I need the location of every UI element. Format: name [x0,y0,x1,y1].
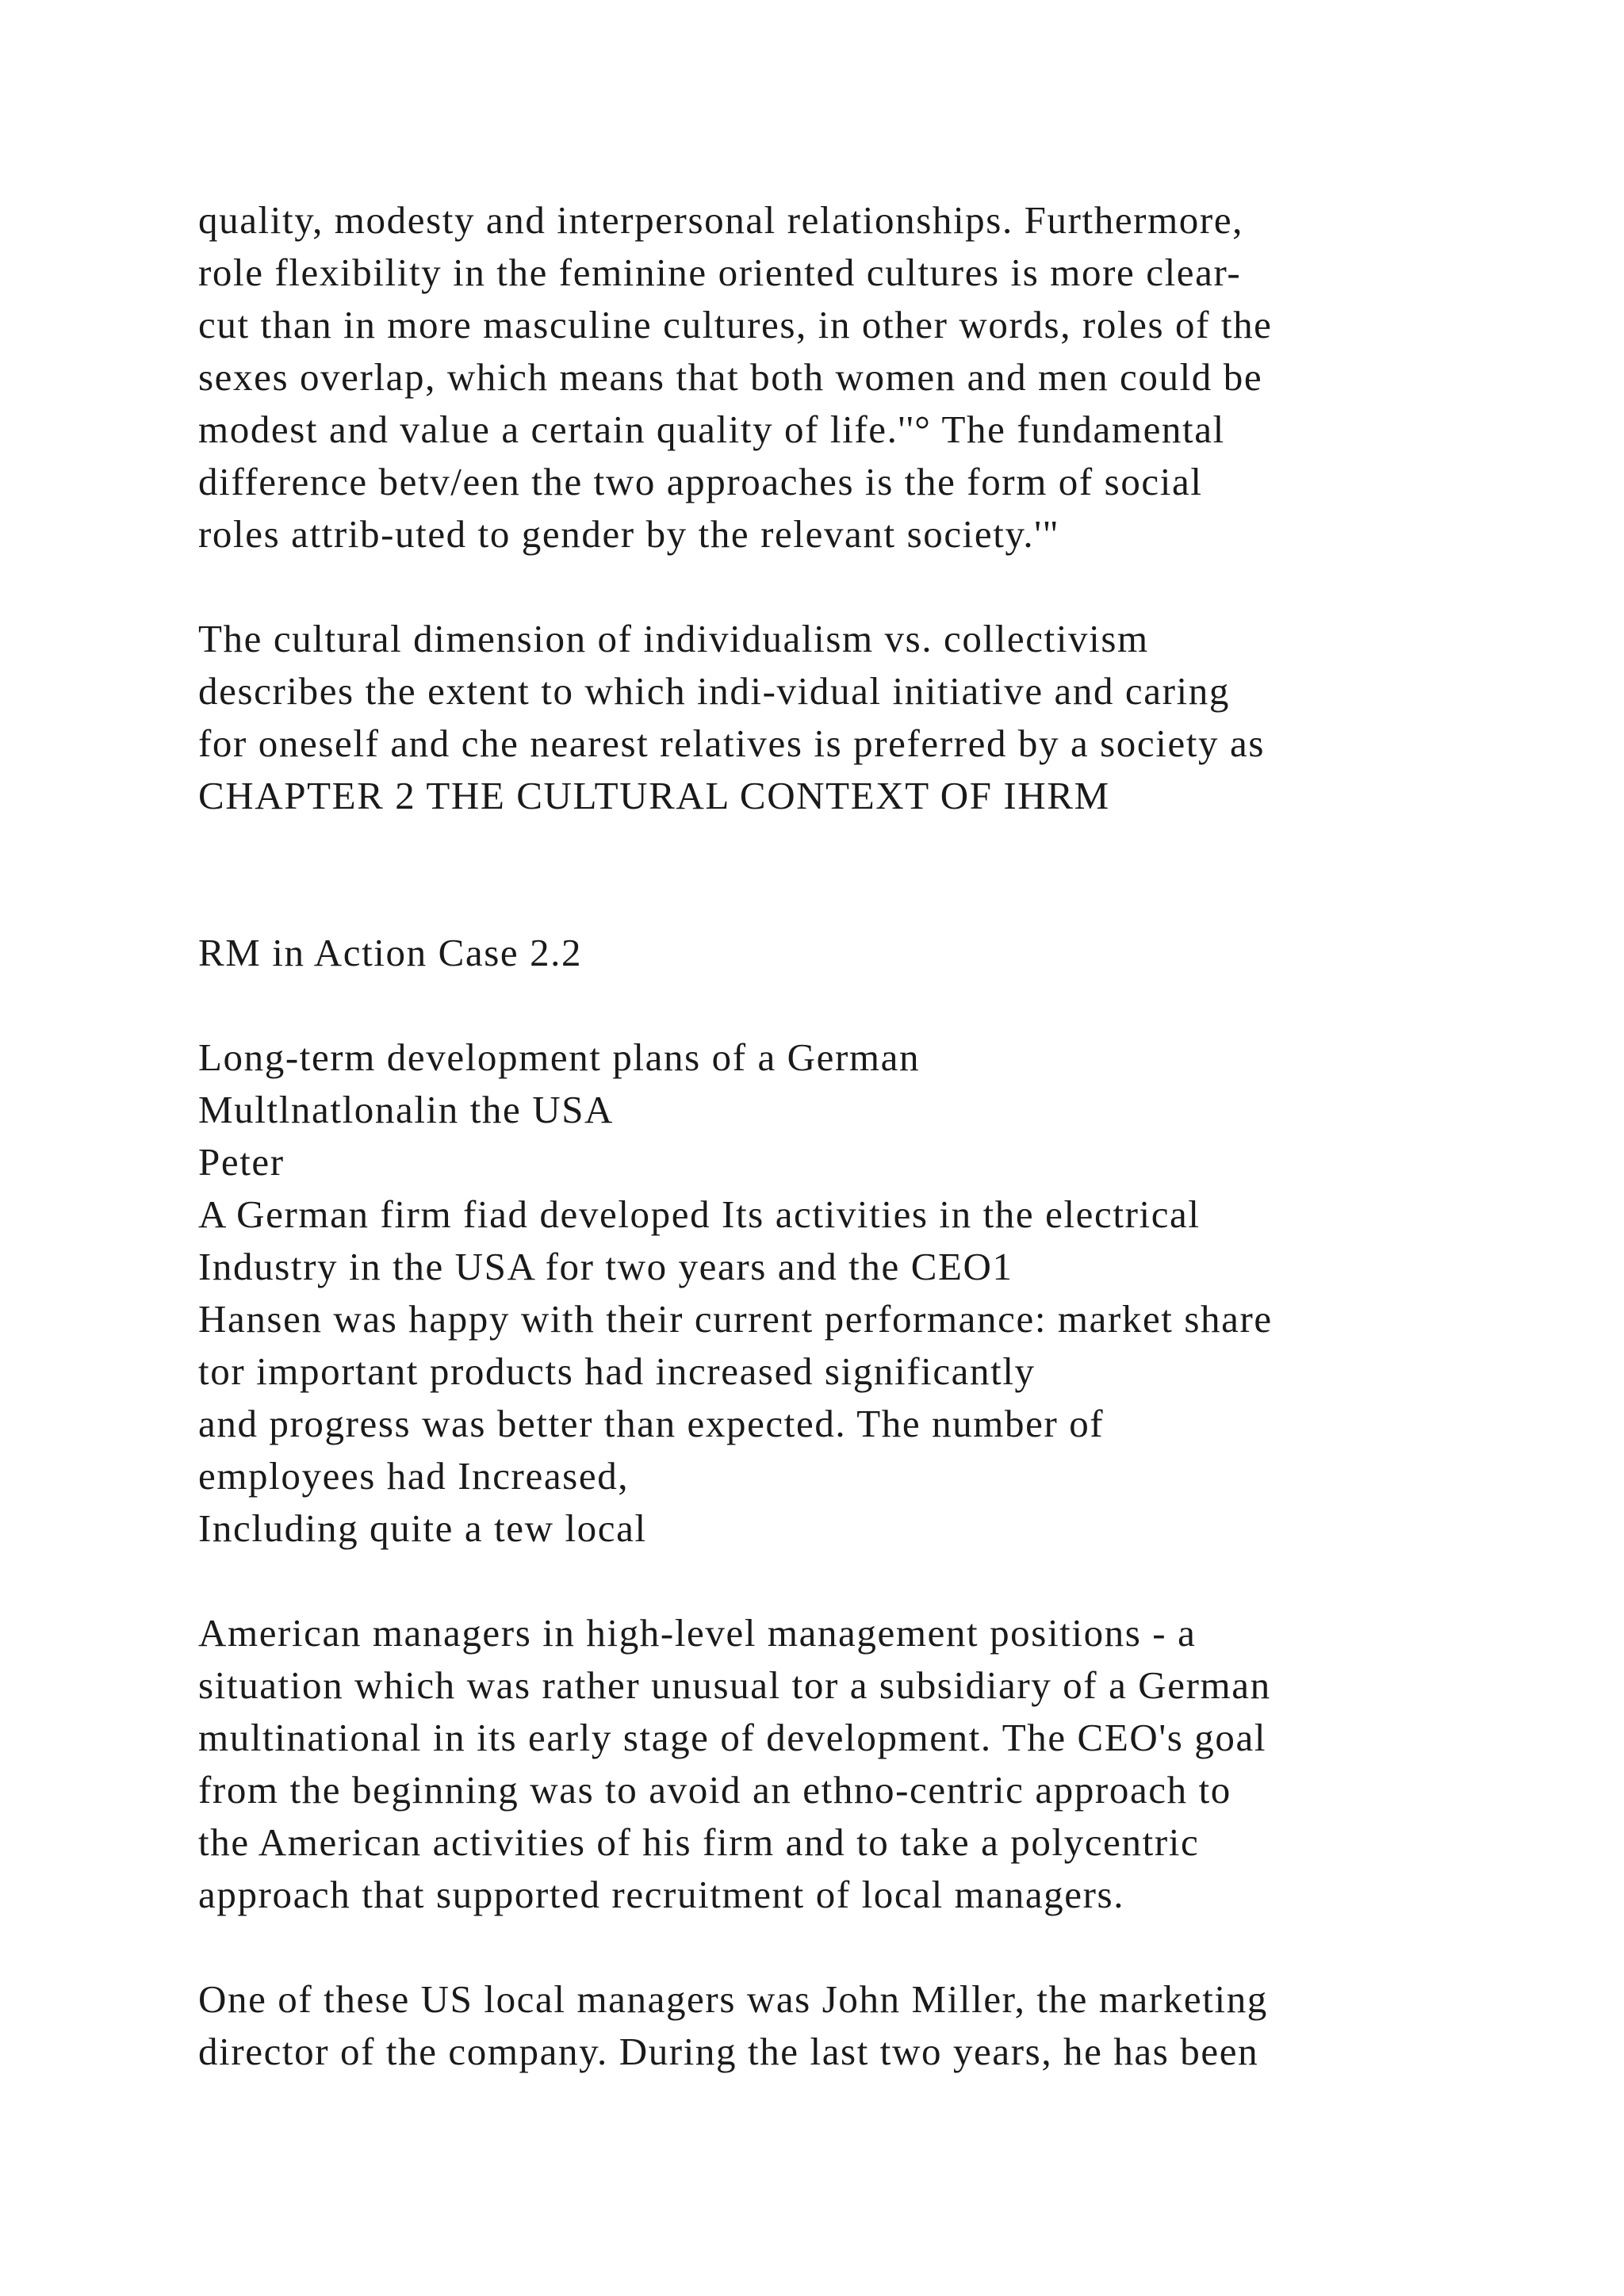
text-line: One of these US local managers was John Miller, the marketing [198,1977,1268,2021]
paragraph-masculinity-femininity [198,194,1610,561]
text-line: Hansen was happy with their current performance: market share [198,1297,1273,1341]
document-body [198,194,1610,2078]
text-line: difference betv/een the two approaches is the form of social [198,460,1203,503]
text-line: Peter [198,1140,285,1184]
text-line: from the beginning was to avoid an ethno-centric approach to [198,1768,1231,1812]
text-line: and progress was better than expected. The number of [198,1402,1105,1445]
paragraph-john-miller [198,1973,1610,2078]
text-line: cut than in more masculine cultures, in other words, roles of the [198,303,1273,346]
text-line: sexes overlap, which means that both women and men could be [198,355,1263,399]
text-line: quality, modesty and interpersonal relationships. Furthermore, [198,198,1244,242]
text-line: Including quite a tew local [198,1506,647,1550]
case-heading: RM in Action Case 2.2 [198,931,583,974]
text-line: situation which was rather unusual tor a subsidiary of a German [198,1663,1271,1707]
text-line: multinational in its early stage of development. The CEO's goal [198,1716,1267,1759]
paragraph-spacer [198,1555,1610,1607]
text-line: roles attrib-uted to gender by the relevant society.'" [198,512,1060,556]
text-line: employees had Increased, [198,1454,630,1498]
text-line: role flexibility in the feminine oriented cultures is more clear- [198,251,1242,294]
text-line: approach that supported recruitment of local managers. [198,1873,1125,1916]
paragraph-individualism [198,613,1610,822]
paragraph-spacer [198,822,1610,927]
text-line: describes the extent to which indi-vidual initiative and caring [198,669,1230,713]
text-line: tor important products had increased significantly [198,1349,1036,1393]
text-line: the American activities of his firm and to take a polycentric [198,1820,1200,1864]
text-line: modest and value a certain quality of life.''° The fundamental [198,408,1225,451]
text-line: American managers in high-level management positions - a [198,1611,1197,1655]
paragraph-case-intro [198,1031,1610,1555]
paragraph-spacer [198,1921,1610,1973]
paragraph-spacer [198,561,1610,613]
paragraph-spacer [198,979,1610,1031]
text-line: for oneself and che nearest relatives is preferred by a society as [198,721,1266,765]
text-line: director of the company. During the last two years, he has been [198,2030,1259,2073]
text-line: A German firm fiad developed Its activities in the electrical [198,1192,1201,1236]
case-title-line: Multlnatlonalin the USA [198,1088,615,1131]
chapter-running-header: CHAPTER 2 THE CULTURAL CONTEXT OF IHRM [198,774,1110,817]
text-line: The cultural dimension of individualism vs. collectivism [198,617,1149,660]
text-line: Industry in the USA for two years and the CEO1 [198,1245,1013,1288]
paragraph-american-managers [198,1607,1610,1921]
case-title-line: Long-term development plans of a German [198,1035,921,1079]
